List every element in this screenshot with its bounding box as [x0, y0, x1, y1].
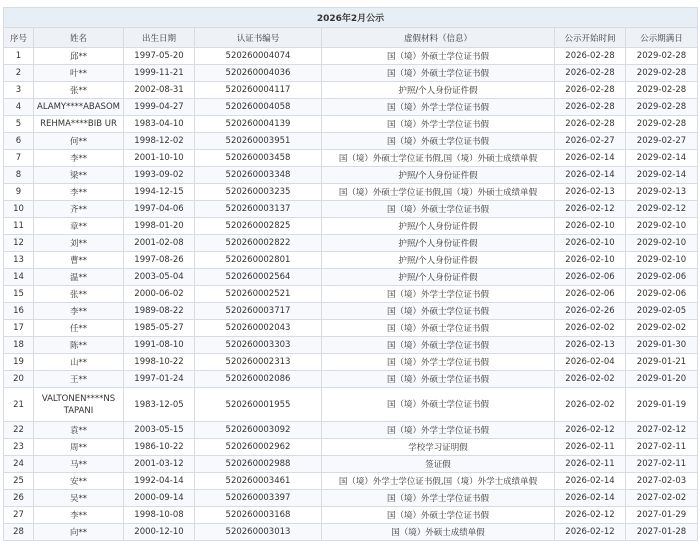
cell-notice-end-date: 2027-02-03 [626, 473, 698, 490]
table-row [4, 235, 698, 252]
cell-certificate-number: 520260004074 [195, 48, 322, 65]
cell-certificate-number: 520260003461 [195, 473, 322, 490]
cell-name: 山** [34, 354, 124, 371]
cell-seq-number: 8 [4, 167, 34, 184]
cell-certificate-number: 520260002988 [195, 456, 322, 473]
cell-certificate-number: 520260003348 [195, 167, 322, 184]
cell-birth-date: 2001-02-08 [124, 235, 195, 252]
cell-certificate-number: 520260001955 [195, 388, 322, 422]
cell-birth-date: 1997-08-26 [124, 252, 195, 269]
cell-name: 周** [34, 439, 124, 456]
cell-notice-end-date: 2029-02-05 [626, 303, 698, 320]
cell-seq-number: 24 [4, 456, 34, 473]
cell-birth-date: 1992-04-14 [124, 473, 195, 490]
cell-certificate-number: 520260004058 [195, 99, 322, 116]
cell-certificate-number: 520260003717 [195, 303, 322, 320]
cell-seq-number: 14 [4, 269, 34, 286]
cell-certificate-number: 520260004036 [195, 65, 322, 82]
cell-name: 马** [34, 456, 124, 473]
cell-notice-start-date: 2026-02-10 [555, 235, 626, 252]
cell-birth-date: 1993-09-02 [124, 167, 195, 184]
table-title-row [4, 8, 698, 28]
cell-false-material: 国（境）外学士学位证书假 [322, 422, 555, 439]
cell-name: 张** [34, 82, 124, 99]
cell-birth-date: 2002-08-31 [124, 82, 195, 99]
cell-notice-end-date: 2029-01-19 [626, 388, 698, 422]
cell-seq-number: 26 [4, 490, 34, 507]
table-row [4, 439, 698, 456]
cell-false-material: 护照/个人身份证件假 [322, 269, 555, 286]
cell-name: 温** [34, 269, 124, 286]
cell-false-material: 国（境）外硕士学位证书假 [322, 65, 555, 82]
cell-false-material: 学校学习证明假 [322, 439, 555, 456]
cell-notice-start-date: 2026-02-26 [555, 303, 626, 320]
cell-seq-number: 2 [4, 65, 34, 82]
cell-notice-end-date: 2029-02-10 [626, 252, 698, 269]
cell-seq-number: 13 [4, 252, 34, 269]
cell-notice-end-date: 2029-02-10 [626, 235, 698, 252]
cell-name: 曹** [34, 252, 124, 269]
cell-birth-date: 1998-01-20 [124, 218, 195, 235]
cell-seq-number: 17 [4, 320, 34, 337]
table-row [4, 286, 698, 303]
cell-seq-number: 5 [4, 116, 34, 133]
table-row [4, 456, 698, 473]
table-row [4, 150, 698, 167]
cell-notice-end-date: 2027-01-28 [626, 524, 698, 541]
table-row [4, 82, 698, 99]
cell-birth-date: 1983-04-10 [124, 116, 195, 133]
cell-certificate-number: 520260002962 [195, 439, 322, 456]
cell-name: 李** [34, 303, 124, 320]
cell-notice-start-date: 2026-02-10 [555, 218, 626, 235]
table-row [4, 65, 698, 82]
cell-notice-start-date: 2026-02-12 [555, 201, 626, 218]
cell-notice-start-date: 2026-02-28 [555, 65, 626, 82]
cell-false-material: 国（境）外硕士学位证书假 [322, 48, 555, 65]
cell-notice-start-date: 2026-02-12 [555, 524, 626, 541]
cell-notice-end-date: 2027-02-11 [626, 439, 698, 456]
cell-notice-start-date: 2026-02-11 [555, 439, 626, 456]
table-row [4, 337, 698, 354]
cell-false-material: 国（境）外硕士学位证书假 [322, 388, 555, 422]
cell-false-material: 护照/个人身份证件假 [322, 235, 555, 252]
cell-name: 邱** [34, 48, 124, 65]
cell-notice-start-date: 2026-02-13 [555, 337, 626, 354]
cell-birth-date: 1997-01-24 [124, 371, 195, 388]
cell-notice-start-date: 2026-02-28 [555, 116, 626, 133]
cell-name: 叶** [34, 65, 124, 82]
cell-certificate-number: 520260002825 [195, 218, 322, 235]
cell-false-material: 国（境）外硕士学位证书假 [322, 371, 555, 388]
cell-seq-number: 20 [4, 371, 34, 388]
cell-certificate-number: 520260002043 [195, 320, 322, 337]
cell-false-material: 国（境）外硕士学位证书假 [322, 303, 555, 320]
cell-certificate-number: 520260003951 [195, 133, 322, 150]
cell-false-material: 国（境）外硕士学位证书假,国（境）外硕士成绩单假 [322, 184, 555, 201]
cell-notice-end-date: 2027-02-12 [626, 422, 698, 439]
cell-name: 李** [34, 507, 124, 524]
cell-certificate-number: 520260004117 [195, 82, 322, 99]
cell-seq-number: 9 [4, 184, 34, 201]
table-row [4, 354, 698, 371]
cell-notice-end-date: 2029-02-28 [626, 65, 698, 82]
cell-name: VALTONEN****NS TAPANI [34, 388, 124, 422]
cell-notice-end-date: 2029-02-28 [626, 48, 698, 65]
cell-name: 何** [34, 133, 124, 150]
cell-name: 李** [34, 184, 124, 201]
cell-name: 陈** [34, 337, 124, 354]
cell-certificate-number: 520260003092 [195, 422, 322, 439]
cell-notice-end-date: 2029-02-12 [626, 201, 698, 218]
cell-certificate-number: 520260003013 [195, 524, 322, 541]
cell-seq-number: 18 [4, 337, 34, 354]
table-row [4, 473, 698, 490]
cell-birth-date: 1999-04-27 [124, 99, 195, 116]
cell-notice-end-date: 2027-02-02 [626, 490, 698, 507]
cell-false-material: 国（境）外硕士学位证书假 [322, 507, 555, 524]
cell-certificate-number: 520260003397 [195, 490, 322, 507]
cell-seq-number: 21 [4, 388, 34, 422]
cell-birth-date: 2000-06-02 [124, 286, 195, 303]
cell-name: 刘** [34, 235, 124, 252]
table-row [4, 490, 698, 507]
cell-notice-start-date: 2026-02-28 [555, 99, 626, 116]
cell-birth-date: 1986-10-22 [124, 439, 195, 456]
cell-seq-number: 27 [4, 507, 34, 524]
cell-seq-number: 19 [4, 354, 34, 371]
cell-notice-end-date: 2029-01-30 [626, 337, 698, 354]
cell-seq-number: 16 [4, 303, 34, 320]
cell-false-material: 国（境）外学士学位证书假 [322, 354, 555, 371]
public-notice-table [3, 7, 698, 541]
table-header-row [4, 28, 698, 48]
cell-notice-end-date: 2029-01-20 [626, 371, 698, 388]
cell-notice-start-date: 2026-02-12 [555, 507, 626, 524]
cell-false-material: 护照/个人身份证件假 [322, 252, 555, 269]
cell-notice-end-date: 2027-02-11 [626, 456, 698, 473]
cell-certificate-number: 520260002801 [195, 252, 322, 269]
cell-certificate-number: 520260003137 [195, 201, 322, 218]
cell-birth-date: 1997-05-20 [124, 48, 195, 65]
column-header-notice-end-date: 公示期满日 [626, 28, 698, 48]
cell-false-material: 签证假 [322, 456, 555, 473]
cell-notice-start-date: 2026-02-02 [555, 320, 626, 337]
cell-notice-end-date: 2029-02-02 [626, 320, 698, 337]
column-header-name: 姓名 [34, 28, 124, 48]
cell-notice-start-date: 2026-02-11 [555, 456, 626, 473]
cell-notice-start-date: 2026-02-14 [555, 473, 626, 490]
column-header-birth-date: 出生日期 [124, 28, 195, 48]
cell-notice-start-date: 2026-02-04 [555, 354, 626, 371]
cell-notice-end-date: 2029-02-28 [626, 99, 698, 116]
cell-name: REHMA****BIB UR [34, 116, 124, 133]
table-row [4, 388, 698, 422]
cell-false-material: 护照/个人身份证件假 [322, 167, 555, 184]
cell-birth-date: 1989-08-22 [124, 303, 195, 320]
cell-name: 安** [34, 473, 124, 490]
cell-notice-end-date: 2029-02-28 [626, 116, 698, 133]
cell-false-material: 国（境）外硕士学位证书假 [322, 133, 555, 150]
table-row [4, 184, 698, 201]
cell-seq-number: 1 [4, 48, 34, 65]
cell-seq-number: 28 [4, 524, 34, 541]
table-row [4, 252, 698, 269]
table-row [4, 167, 698, 184]
cell-birth-date: 2000-09-14 [124, 490, 195, 507]
cell-notice-start-date: 2026-02-14 [555, 490, 626, 507]
table-row [4, 133, 698, 150]
cell-seq-number: 12 [4, 235, 34, 252]
cell-notice-start-date: 2026-02-14 [555, 150, 626, 167]
cell-seq-number: 6 [4, 133, 34, 150]
table-row [4, 422, 698, 439]
cell-birth-date: 2001-10-10 [124, 150, 195, 167]
cell-notice-start-date: 2026-02-02 [555, 388, 626, 422]
cell-seq-number: 22 [4, 422, 34, 439]
cell-notice-end-date: 2029-02-13 [626, 184, 698, 201]
table-row [4, 201, 698, 218]
cell-birth-date: 1998-10-22 [124, 354, 195, 371]
table-row [4, 507, 698, 524]
cell-seq-number: 25 [4, 473, 34, 490]
cell-false-material: 护照/个人身份证件假 [322, 218, 555, 235]
cell-false-material: 国（境）外硕士学位证书假 [322, 337, 555, 354]
cell-false-material: 护照/个人身份证件假 [322, 82, 555, 99]
cell-name: 任** [34, 320, 124, 337]
cell-notice-start-date: 2026-02-06 [555, 286, 626, 303]
cell-notice-end-date: 2029-02-10 [626, 218, 698, 235]
cell-birth-date: 2001-03-12 [124, 456, 195, 473]
table-row [4, 524, 698, 541]
cell-birth-date: 2003-05-15 [124, 422, 195, 439]
cell-notice-start-date: 2026-02-02 [555, 371, 626, 388]
cell-certificate-number: 520260002086 [195, 371, 322, 388]
cell-notice-end-date: 2029-02-14 [626, 150, 698, 167]
cell-certificate-number: 520260004139 [195, 116, 322, 133]
cell-certificate-number: 520260003303 [195, 337, 322, 354]
cell-birth-date: 1991-08-10 [124, 337, 195, 354]
cell-false-material: 国（境）外硕士学位证书假 [322, 320, 555, 337]
cell-notice-end-date: 2029-02-27 [626, 133, 698, 150]
cell-name: 王** [34, 371, 124, 388]
column-header-certificate-number: 认证书编号 [195, 28, 322, 48]
cell-notice-start-date: 2026-02-10 [555, 252, 626, 269]
cell-notice-end-date: 2029-02-14 [626, 167, 698, 184]
column-header-notice-start-date: 公示开始时间 [555, 28, 626, 48]
cell-notice-start-date: 2026-02-13 [555, 184, 626, 201]
cell-name: 齐** [34, 201, 124, 218]
cell-certificate-number: 520260002822 [195, 235, 322, 252]
cell-false-material: 国（境）外硕士学位证书假,国（境）外硕士成绩单假 [322, 150, 555, 167]
cell-false-material: 国（境）外学士学位证书假,国（境）外学士成绩单假 [322, 473, 555, 490]
cell-certificate-number: 520260002313 [195, 354, 322, 371]
cell-birth-date: 1998-10-08 [124, 507, 195, 524]
cell-birth-date: 1999-11-21 [124, 65, 195, 82]
cell-birth-date: 1997-04-06 [124, 201, 195, 218]
cell-name: 章** [34, 218, 124, 235]
cell-name: 袁** [34, 422, 124, 439]
cell-name: ALAMY****ABASOM [34, 99, 124, 116]
cell-seq-number: 3 [4, 82, 34, 99]
cell-seq-number: 15 [4, 286, 34, 303]
cell-name: 李** [34, 150, 124, 167]
cell-false-material: 国（境）外硕士学位证书假 [322, 201, 555, 218]
cell-false-material: 国（境）外学士学位证书假 [322, 99, 555, 116]
cell-birth-date: 1994-12-15 [124, 184, 195, 201]
table-title: 2026年2月公示 [4, 8, 698, 28]
cell-birth-date: 2003-05-04 [124, 269, 195, 286]
cell-notice-end-date: 2027-01-29 [626, 507, 698, 524]
cell-notice-end-date: 2029-02-06 [626, 269, 698, 286]
table-row [4, 320, 698, 337]
cell-name: 张** [34, 286, 124, 303]
cell-seq-number: 4 [4, 99, 34, 116]
cell-notice-end-date: 2029-02-28 [626, 82, 698, 99]
cell-notice-end-date: 2029-01-21 [626, 354, 698, 371]
cell-seq-number: 11 [4, 218, 34, 235]
cell-name: 梁** [34, 167, 124, 184]
cell-birth-date: 2000-12-10 [124, 524, 195, 541]
cell-name: 吴** [34, 490, 124, 507]
cell-seq-number: 7 [4, 150, 34, 167]
table-row [4, 303, 698, 320]
public-notice-table-container [3, 7, 697, 541]
cell-notice-start-date: 2026-02-27 [555, 133, 626, 150]
cell-certificate-number: 520260003458 [195, 150, 322, 167]
cell-seq-number: 23 [4, 439, 34, 456]
cell-notice-start-date: 2026-02-06 [555, 269, 626, 286]
cell-false-material: 国（境）外学士学位证书假 [322, 286, 555, 303]
table-row [4, 48, 698, 65]
cell-name: 向** [34, 524, 124, 541]
cell-false-material: 国（境）外硕士成绩单假 [322, 524, 555, 541]
cell-false-material: 国（境）外学士学位证书假 [322, 116, 555, 133]
column-header-false-material: 虚假材料（信息） [322, 28, 555, 48]
cell-certificate-number: 520260002564 [195, 269, 322, 286]
cell-birth-date: 1998-12-02 [124, 133, 195, 150]
table-row [4, 269, 698, 286]
cell-seq-number: 10 [4, 201, 34, 218]
table-row [4, 218, 698, 235]
cell-birth-date: 1985-05-27 [124, 320, 195, 337]
column-header-seq-number: 序号 [4, 28, 34, 48]
cell-birth-date: 1983-12-05 [124, 388, 195, 422]
table-row [4, 99, 698, 116]
cell-false-material: 国（境）外学士学位证书假 [322, 490, 555, 507]
cell-certificate-number: 520260003168 [195, 507, 322, 524]
table-row [4, 116, 698, 133]
cell-certificate-number: 520260003235 [195, 184, 322, 201]
table-body [4, 48, 698, 541]
cell-notice-start-date: 2026-02-28 [555, 48, 626, 65]
cell-notice-start-date: 2026-02-28 [555, 82, 626, 99]
cell-notice-end-date: 2029-02-06 [626, 286, 698, 303]
cell-certificate-number: 520260002521 [195, 286, 322, 303]
cell-notice-start-date: 2026-02-12 [555, 422, 626, 439]
table-row [4, 371, 698, 388]
cell-notice-start-date: 2026-02-14 [555, 167, 626, 184]
